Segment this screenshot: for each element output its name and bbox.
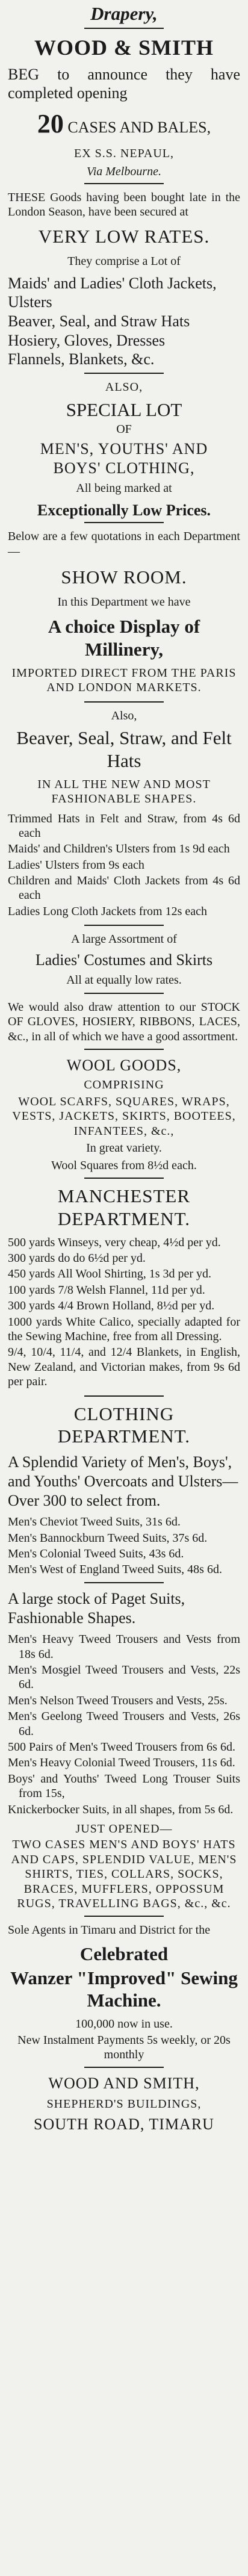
divider-rule [84, 183, 163, 184]
also-2: Also, [111, 709, 137, 722]
west-england: Men's West of England Tweed Suits, 48s 6d. [8, 1563, 222, 1577]
geelong: Men's Geelong Tweed Trousers and Vests, 26s 6d. [8, 1710, 240, 1738]
white-calico: 1000 yards White Calico, specially adapted for the Sewing Machine, free from all Dressing. [8, 1315, 240, 1343]
divider-rule [84, 1916, 163, 1917]
maids-ulsters: Maids' and Children's Ulsters from 1s 9d each [8, 842, 230, 856]
exceptionally-low: Exceptionally Low Prices. [37, 501, 211, 519]
special-lot: SPECIAL LOT [66, 399, 182, 420]
all-being-marked: All being marked at [76, 482, 172, 495]
clothing-heading: MEN'S, YOUTHS' AND BOYS' CLOTHING, [40, 439, 208, 477]
cheviot-suits: Men's Cheviot Tweed Suits, 31s 6d. [8, 1515, 181, 1529]
quotations: Below are a few quotations in each Department— [8, 530, 240, 558]
also-1: ALSO, [105, 380, 143, 394]
beaver-hats: Beaver, Seal, Straw, and Felt Hats [16, 727, 232, 771]
bannockburn: Men's Bannockburn Tweed Suits, 37s 6d. [8, 1531, 208, 1545]
manchester: MANCHESTER DEPARTMENT. [57, 1185, 191, 1229]
clothing-dept: CLOTHING DEPARTMENT. [57, 1403, 191, 1447]
ditto: 300 yards do do 6½d per yd. [8, 1252, 146, 1265]
winseys: 500 yards Winseys, very cheap, 4½d per yd. [8, 1235, 221, 1249]
blankets: 9/4, 10/4, 11/4, and 12/4 Blankets, in English, New Zealand, and Victorian makes, from 9s 6d per pair. [8, 1345, 240, 1389]
in-this-dept: In this Department we have [57, 595, 191, 609]
comprising: COMPRISING [84, 1078, 164, 1091]
heavy-colonial: Men's Heavy Colonial Tweed Trousers, 11s 6d. [8, 1756, 235, 1770]
they-comprise: They comprise a Lot of [67, 255, 181, 268]
new-shapes: IN ALL THE NEW AND MOST FASHIONABLE SHAPES. [37, 777, 211, 806]
children-jackets: Children and Maids' Cloth Jackets from 4s 6d each [8, 874, 240, 902]
celebrated: Celebrated [79, 1943, 169, 1964]
hundred-thousand: 100,000 now in use. [75, 2017, 173, 2031]
boys-youths: Boys' and Youths' Tweed Long Trouser Suits from 15s, [8, 1772, 240, 1801]
divider-rule [84, 522, 163, 523]
divider-rule [84, 701, 163, 703]
pairs-trousers: 500 Pairs of Men's Tweed Trousers from 6s 6d. [8, 1740, 235, 1754]
wool-list: WOOL SCARFS, SQUARES, WRAPS, VESTS, JACKETS, SKIRTS, BOOTEES, INFANTEES, &c., [12, 1095, 236, 1138]
goods-list: Maids' and Ladies' Cloth Jackets, Ulsters Beaver, Seal, and Straw Hats Hosiery, Gloves, Dresses Flannels, Blankets, &c. [8, 274, 217, 368]
divider-rule [84, 1582, 163, 1583]
divider-rule [84, 925, 163, 926]
splendid-variety: A Splendid Variety of Men's, Boys', and Youths' Overcoats and Ulsters—Over 300 to select from. [8, 1453, 238, 1509]
nelson: Men's Nelson Tweed Trousers and Vests, 25s. [8, 1693, 228, 1707]
wool-goods: WOOL GOODS, [66, 1056, 182, 1074]
knickerbocker: Knickerbocker Suits, in all shapes, from 5s 6d. [8, 1802, 234, 1816]
ladies-long: Ladies Long Cloth Jackets from 12s each [8, 904, 208, 918]
header-drapery: Drapery, [90, 3, 158, 24]
heavy-trousers: Men's Heavy Tweed Trousers and Vests from 18s 6d. [8, 1633, 240, 1661]
trimmed-hats: Trimmed Hats in Felt and Straw, from 4s 6d each [8, 812, 240, 840]
ladies-costumes: Ladies' Costumes and Skirts [35, 951, 213, 969]
ship-line: EX S.S. NEPAUL, [74, 146, 174, 160]
advertisement-column [8, 2, 240, 2134]
divider-rule [84, 373, 163, 374]
imported-direct: IMPORTED DIRECT FROM THE PARIS AND LONDON MARKETS. [11, 666, 237, 695]
welsh-flannel: 100 yards 7/8 Welsh Flannel, 11d per yd. [8, 1283, 205, 1297]
buildings: SHEPHERD'S BUILDINGS, [46, 2097, 202, 2111]
paget-suits: A large stock of Paget Suits, Fashionable Shapes. [8, 1589, 185, 1627]
sole-agents: Sole Agents in Timaru and District for the [8, 1923, 211, 1937]
address: SOUTH ROAD, TIMARU [34, 2115, 214, 2134]
of-1: OF [116, 423, 132, 436]
via-line: Via Melbourne. [86, 165, 162, 179]
wool-shirting: 450 yards All Wool Shirting, 1s 3d per yd. [8, 1267, 212, 1281]
just-opened: JUST OPENED— [75, 1822, 173, 1836]
large-assortment: A large Assortment of [71, 933, 177, 946]
draw-attention: We would also draw attention to our STOCK OF GLOVES, HOSIERY, RIBBONS, LACES, &c., in all of which we have a good assortment. [8, 1000, 240, 1043]
choice-display: A choice Display of Millinery, [48, 616, 200, 660]
equally-low: All at equally low rates. [66, 973, 182, 987]
divider-rule [84, 1049, 163, 1050]
instalments: New Instalment Payments 5s weekly, or 20s monthly [17, 2033, 231, 2061]
divider-rule [84, 993, 163, 994]
wanzer: Wanzer "Improved" Sewing Machine. [10, 1967, 238, 2011]
divider-rule [84, 1395, 163, 1397]
firm-name: WOOD & SMITH [34, 35, 214, 60]
two-cases: TWO CASES MEN'S AND BOYS' HATS AND CAPS, SPLENDID VALUE, MEN'S SHIRTS, TIES, COLLARS, SOCKS, BRACES, MUFFLERS, OPPOSSUM RUGS, TRAVELLING BAGS, &c., &c. [11, 1838, 237, 1910]
show-room: SHOW ROOM. [61, 566, 187, 588]
divider-rule [84, 28, 163, 29]
firm-footer: WOOD AND SMITH, [48, 2075, 200, 2093]
cases-line: 20 CASES AND BALES, [37, 109, 211, 139]
intro: BEG to announce they have completed opening [8, 65, 240, 102]
goods-bought: THESE Goods having been bought late in the London Season, have been secured at [8, 190, 240, 219]
great-variety: In great variety. [86, 1141, 162, 1155]
brown-holland: 300 yards 4/4 Brown Holland, 8½d per yd. [8, 1299, 215, 1313]
colonial-suits: Men's Colonial Tweed Suits, 43s 6d. [8, 1547, 184, 1561]
ladies-ulsters: Ladies' Ulsters from 9s each [8, 858, 144, 872]
divider-rule [84, 1178, 163, 1179]
wool-squares: Wool Squares from 8½d each. [51, 1158, 197, 1172]
divider-rule [84, 2067, 163, 2068]
very-low-rates: VERY LOW RATES. [38, 226, 210, 247]
mosgiel: Men's Mosgiel Tweed Trousers and Vests, 22s 6d. [8, 1663, 240, 1692]
